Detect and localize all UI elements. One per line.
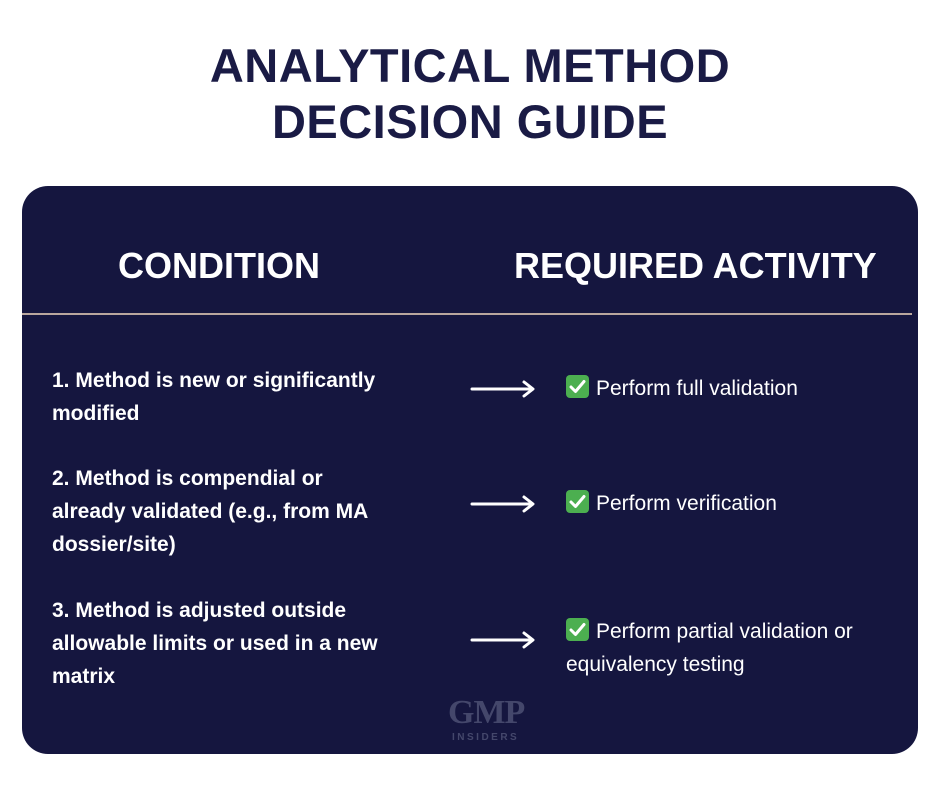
row-3-condition	[52, 594, 452, 693]
check-mark-icon	[566, 375, 589, 398]
row-2-condition-line: dossier/site)	[52, 533, 176, 556]
row-3-activity-line: equivalency testing	[566, 653, 745, 676]
row-1-activity-line: Perform full validation	[596, 377, 798, 400]
row-3-condition-line: matrix	[52, 665, 116, 688]
check-mark-icon	[566, 618, 589, 641]
gmp-insiders-logo	[448, 694, 548, 746]
decision-table-panel	[22, 186, 918, 754]
row-1-condition-line: 1. Method is new or significantly	[52, 369, 376, 392]
condition-header: CONDITION	[118, 245, 320, 286]
right-arrow-icon	[470, 379, 538, 399]
row-1-condition-line: modified	[52, 402, 140, 425]
row-3-condition-line: 3. Method is adjusted outside	[52, 599, 347, 622]
row-2-condition-line: already validated (e.g., from MA	[52, 500, 369, 523]
row-3-activity	[566, 615, 911, 681]
row-3-activity-line: Perform partial validation or	[596, 620, 853, 643]
row-2-condition-line: 2. Method is compendial or	[52, 467, 323, 490]
logo-mark: GMP	[448, 694, 525, 731]
right-arrow-icon	[470, 494, 538, 514]
right-arrow-icon	[470, 630, 538, 650]
row-2-activity-line: Perform verification	[596, 492, 777, 515]
logo-subtitle: INSIDERS	[452, 732, 520, 743]
title-line-1: ANALYTICAL METHOD	[209, 39, 731, 92]
row-1-activity	[566, 372, 911, 405]
activity-header: REQUIRED ACTIVITY	[514, 245, 877, 286]
row-1-condition	[52, 364, 452, 430]
page-title	[0, 38, 940, 150]
row-3-condition-line: allowable limits or used in a new	[52, 632, 378, 655]
row-2-condition	[52, 462, 452, 561]
check-mark-icon	[566, 490, 589, 513]
title-line-2: DECISION GUIDE	[271, 95, 669, 148]
row-2-activity	[566, 487, 911, 520]
header-divider	[22, 313, 912, 315]
